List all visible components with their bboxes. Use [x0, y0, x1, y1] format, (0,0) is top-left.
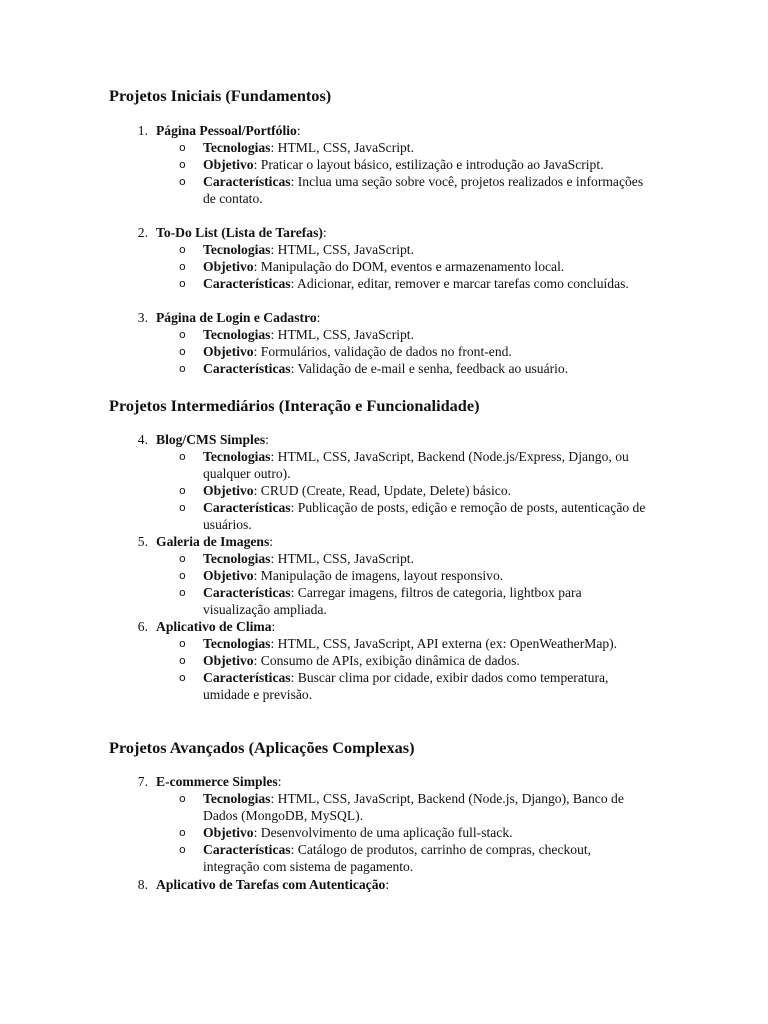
bullet-icon: o	[179, 501, 186, 514]
section-heading: Projetos Intermediários (Interação e Funcionalidade)	[109, 396, 480, 415]
sub-label: Objetivo	[203, 259, 254, 274]
bullet-icon: o	[179, 637, 186, 650]
project-name: Aplicativo de Clima	[156, 619, 272, 634]
sub-item	[126, 343, 646, 360]
sub-text: : Formulários, validação de dados no front-end.	[253, 344, 512, 359]
sub-item	[126, 669, 646, 703]
bullet-icon: o	[179, 328, 186, 341]
sub-label: Características	[203, 842, 291, 857]
sub-item	[126, 790, 646, 824]
sub-item	[126, 482, 646, 499]
project-number: 3.	[137, 310, 148, 325]
project-name: Página Pessoal/Portfólio	[156, 123, 297, 138]
project-name: E-commerce Simples	[156, 774, 278, 789]
sub-item	[126, 156, 646, 173]
sub-text: : HTML, CSS, JavaScript, Backend (Node.js, Django), Banco de Dados (MongoDB, MySQL).	[203, 791, 624, 823]
sub-label: Objetivo	[203, 157, 254, 172]
sub-label: Objetivo	[203, 344, 254, 359]
sub-label: Tecnologias	[203, 551, 271, 566]
project-item	[126, 224, 646, 292]
sub-text: : Buscar clima por cidade, exibir dados como temperatura, umidade e previsão.	[203, 670, 609, 702]
sub-label: Objetivo	[203, 653, 254, 668]
sub-item	[126, 841, 646, 875]
sub-label: Características	[203, 174, 291, 189]
project-colon: :	[265, 432, 269, 447]
section-heading: Projetos Iniciais (Fundamentos)	[109, 86, 332, 105]
sub-text: : HTML, CSS, JavaScript, API externa (ex: OpenWeatherMap).	[270, 636, 618, 651]
bullet-icon: o	[179, 141, 186, 154]
project-name: To-Do List (Lista de Tarefas)	[156, 225, 323, 240]
project-colon: :	[271, 619, 276, 634]
sub-item	[126, 326, 646, 343]
sub-text: : Praticar o layout básico, estilização e introdução ao JavaScript.	[253, 157, 604, 172]
bullet-icon: o	[179, 569, 186, 582]
sub-label: Tecnologias	[203, 242, 271, 257]
sub-item	[126, 584, 646, 618]
bullet-icon: o	[179, 345, 186, 358]
project-item	[126, 122, 646, 207]
sub-text: : Manipulação do DOM, eventos e armazenamento local.	[253, 259, 565, 274]
sub-item	[126, 258, 646, 275]
bullet-icon: o	[179, 843, 186, 856]
project-colon: :	[385, 877, 390, 892]
sub-text: : Desenvolvimento de uma aplicação full-stack.	[253, 825, 513, 840]
sub-item	[126, 824, 646, 841]
sub-item	[126, 139, 646, 156]
sub-text: : Catálogo de produtos, carrinho de compras, checkout, integração com sistema de pagamento.	[203, 842, 592, 874]
sub-label: Tecnologias	[203, 140, 271, 155]
sub-text: : HTML, CSS, JavaScript.	[270, 551, 414, 566]
project-number: 1.	[137, 123, 148, 138]
project-colon: :	[269, 534, 274, 549]
project-number: 5.	[137, 534, 148, 549]
sub-item	[126, 550, 646, 567]
sub-text: : Consumo de APIs, exibição dinâmica de dados.	[253, 653, 520, 668]
bullet-icon: o	[179, 484, 186, 497]
sub-item	[126, 173, 646, 207]
bullet-icon: o	[179, 671, 186, 684]
sub-label: Tecnologias	[203, 327, 271, 342]
sub-label: Objetivo	[203, 825, 254, 840]
sub-label: Tecnologias	[203, 449, 271, 464]
bullet-icon: o	[179, 552, 186, 565]
project-name: Blog/CMS Simples	[156, 432, 266, 447]
bullet-icon: o	[179, 277, 186, 290]
project-colon: :	[296, 123, 301, 138]
bullet-icon: o	[179, 586, 186, 599]
sub-text: : HTML, CSS, JavaScript.	[270, 327, 414, 342]
project-item	[126, 618, 646, 703]
project-name: Aplicativo de Tarefas com Autenticação	[156, 877, 386, 892]
bullet-icon: o	[179, 158, 186, 171]
project-number: 8.	[137, 877, 148, 892]
project-number: 7.	[137, 774, 148, 789]
sub-label: Características	[203, 500, 291, 515]
bullet-icon: o	[179, 450, 186, 463]
project-name: Página de Login e Cadastro	[156, 310, 317, 325]
sub-text: : Carregar imagens, filtros de categoria, lightbox para visualização ampliada.	[203, 585, 582, 617]
sub-label: Tecnologias	[203, 636, 271, 651]
sub-label: Características	[203, 670, 291, 685]
project-item	[126, 309, 646, 377]
project-colon: :	[322, 225, 327, 240]
bullet-icon: o	[179, 260, 186, 273]
project-number: 2.	[137, 225, 148, 240]
sub-item	[126, 567, 646, 584]
bullet-icon: o	[179, 654, 186, 667]
sub-item	[126, 652, 646, 669]
sub-text: : Publicação de posts, edição e remoção de posts, autenticação de usuários.	[203, 500, 646, 532]
project-colon: :	[316, 310, 321, 325]
sub-label: Características	[203, 585, 291, 600]
sub-item	[126, 499, 646, 533]
sub-text: : Validação de e-mail e senha, feedback ao usuário.	[290, 361, 569, 376]
bullet-icon: o	[179, 826, 186, 839]
bullet-icon: o	[179, 362, 186, 375]
sub-text: : Manipulação de imagens, layout responsivo.	[253, 568, 504, 583]
sub-text: : HTML, CSS, JavaScript.	[270, 140, 414, 155]
sub-label: Objetivo	[203, 483, 254, 498]
project-item	[126, 773, 646, 875]
bullet-icon: o	[179, 792, 186, 805]
bullet-icon: o	[179, 175, 186, 188]
section-heading: Projetos Avançados (Aplicações Complexas)	[109, 738, 415, 757]
project-name: Galeria de Imagens	[156, 534, 270, 549]
project-colon: :	[277, 774, 282, 789]
sub-label: Características	[203, 276, 291, 291]
sub-item	[126, 241, 646, 258]
project-item	[126, 533, 646, 618]
bullet-icon: o	[179, 243, 186, 256]
sub-text: : HTML, CSS, JavaScript.	[270, 242, 414, 257]
sub-text: : CRUD (Create, Read, Update, Delete) básico.	[253, 483, 512, 498]
sub-item	[126, 635, 646, 652]
project-number: 6.	[137, 619, 148, 634]
sub-text: : Inclua uma seção sobre você, projetos realizados e informações de contato.	[203, 174, 644, 206]
sub-item	[126, 275, 646, 292]
project-item	[126, 876, 646, 893]
sub-item	[126, 448, 646, 482]
sub-label: Objetivo	[203, 568, 254, 583]
sub-text: : HTML, CSS, JavaScript, Backend (Node.js/Express, Django, ou qualquer outro).	[203, 449, 629, 481]
sub-label: Características	[203, 361, 291, 376]
project-item	[126, 431, 646, 533]
sub-text: : Adicionar, editar, remover e marcar tarefas como concluídas.	[290, 276, 629, 291]
sub-item	[126, 360, 646, 377]
project-number: 4.	[137, 432, 148, 447]
sub-label: Tecnologias	[203, 791, 271, 806]
